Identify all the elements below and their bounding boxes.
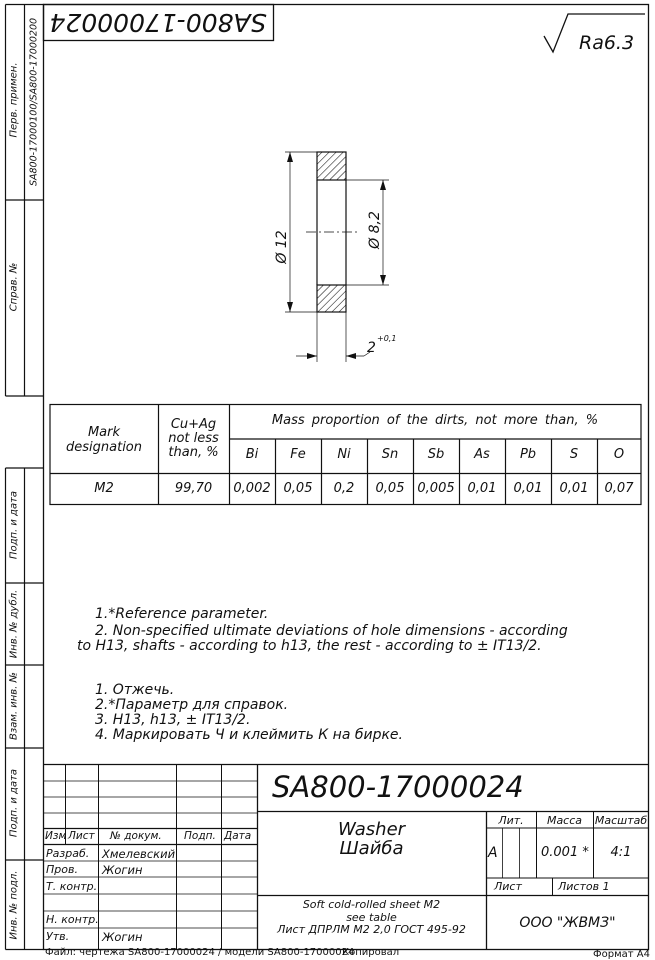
table-cell: 0,05 — [375, 481, 405, 496]
label-literal: Лит. — [498, 814, 524, 827]
primary-use-value: SA800-17000100/SA800-17000200 — [28, 17, 40, 187]
label-sheets: Листов 1 — [558, 880, 610, 893]
part-name-ru: Шайба — [339, 838, 404, 859]
rotated-designation-text: SA800-17000024 — [49, 8, 267, 38]
table-cell: 0,2 — [333, 481, 355, 496]
note-ru-4: 4. Маркировать Ч и клеймить К на бирке. — [95, 727, 403, 743]
table-header-mark-line: designation — [66, 440, 142, 455]
dimension-inner-diameter: Ø 8,2 — [367, 211, 383, 249]
material-spec — [257, 899, 486, 937]
duplicate-inv-label: Инв. № дубл. — [8, 589, 20, 659]
ref-number-label: Справ. № — [8, 262, 20, 312]
material-line: see table — [346, 910, 397, 924]
element-header-bi: Bi — [245, 447, 259, 462]
name-approver: Жогин — [102, 930, 143, 944]
value-literal: А — [488, 845, 498, 861]
original-inv-label: Инв. № подл. — [8, 870, 20, 940]
table-cell: 0,07 — [604, 481, 634, 496]
replace-inv-label: Взам. инв. № — [8, 672, 20, 740]
note-en-3: to H13, shafts - according to h13, the rest - according to ± IT13/2. — [77, 638, 542, 654]
role-approver: Утв. — [46, 930, 70, 943]
label-mass: Масса — [546, 814, 583, 827]
note-en-1: 1.*Reference parameter. — [95, 606, 269, 622]
sign-date-label: Подп. и дата — [8, 490, 20, 560]
dimension-tolerance: +0,1 — [377, 334, 397, 343]
primary-use-label: Перв. примен. — [8, 62, 20, 138]
roughness-symbol: Ra6.3 — [579, 32, 635, 54]
element-header-o: O — [613, 447, 625, 462]
table-cell: 0,01 — [559, 481, 589, 496]
role-developer: Разраб. — [46, 847, 90, 860]
note-ru-2: 2.*Параметр для справок. — [95, 697, 289, 713]
header-date: Дата — [224, 830, 252, 842]
footer-format: Формат А4 — [593, 949, 650, 960]
footer-file: Файл: чертежа SA800-17000024 / модели SA800-17000024 — [45, 947, 355, 958]
table-cell: 0,01 — [467, 481, 497, 496]
element-header-as: As — [474, 447, 490, 462]
label-sheet: Лист — [494, 880, 522, 893]
table-header-cuag-line: Cu+Ag — [170, 417, 217, 432]
material-line: Soft cold-rolled sheet M2 — [302, 898, 441, 911]
table-header-mark — [50, 425, 158, 455]
footer-copied: Копировал — [342, 947, 400, 958]
table-header-mark-line: Mark — [87, 425, 121, 440]
element-header-pb: Pb — [519, 447, 537, 462]
table-cell: 0,002 — [233, 481, 271, 496]
header-izm: Изм — [45, 830, 67, 842]
element-header-fe: Fe — [290, 447, 306, 462]
dimension-outer-diameter: Ø 12 — [274, 230, 290, 264]
element-header-ni: Ni — [337, 447, 351, 462]
note-ru-3: 3. H13, h13, ± IT13/2. — [95, 712, 251, 728]
material-line: Лист ДПРЛМ М2 2,0 ГОСТ 495-92 — [277, 923, 466, 936]
value-scale: 4:1 — [610, 845, 632, 860]
element-header-sb: Sb — [427, 447, 445, 462]
table-row-cuag: 99,70 — [174, 481, 213, 496]
table-header-mass: Mass proportion of the dirts, not more than, % — [271, 413, 599, 428]
note-ru-1: 1. Отжечь. — [95, 682, 175, 698]
table-row-mark: M2 — [94, 481, 114, 496]
element-header-row — [229, 447, 641, 462]
table-cell: 0,01 — [513, 481, 543, 496]
role-norm-control: Н. контр. — [46, 913, 99, 926]
header-sign: Подп. — [184, 830, 216, 842]
table-header-cuag — [158, 418, 229, 460]
name-checker: Жогин — [102, 863, 143, 877]
title-designation: SA800-17000024 — [272, 770, 524, 804]
name-developer: Хмелевский — [102, 847, 176, 861]
element-header-sn: Sn — [381, 447, 399, 462]
header-doc-number: № докум. — [110, 830, 162, 842]
element-header-s: S — [569, 447, 579, 462]
table-header-cuag-line: than, % — [168, 445, 219, 460]
role-tech-control: Т. контр. — [46, 880, 98, 893]
table-row — [229, 481, 641, 496]
label-scale: Масштаб — [594, 814, 648, 827]
washer-section-view — [285, 152, 389, 362]
note-en-2: 2. Non-specified ultimate deviations of hole dimensions - according — [95, 623, 568, 639]
dimension-thickness: 2 — [367, 340, 376, 356]
header-list: Лист — [68, 830, 95, 842]
part-name — [257, 820, 486, 858]
rotated-designation — [43, 5, 273, 41]
table-cell: 0,005 — [417, 481, 455, 496]
part-name-en: Washer — [337, 819, 406, 840]
company-name: ООО "ЖВМЗ" — [519, 915, 616, 931]
table-cell: 0,05 — [283, 481, 313, 496]
table-header-cuag-line: not less — [168, 431, 219, 446]
value-mass: 0.001 * — [541, 845, 589, 860]
role-checker: Пров. — [46, 863, 78, 876]
sign-date-label-2: Подп. и дата — [8, 768, 20, 838]
